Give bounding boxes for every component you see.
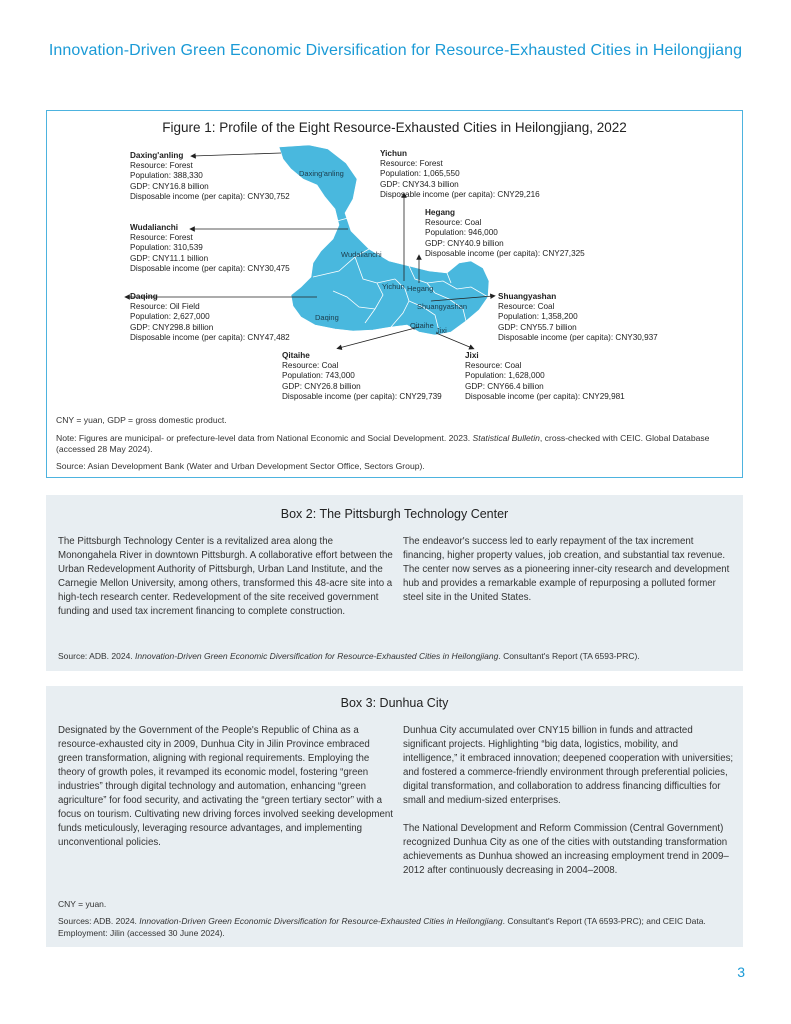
box-2 <box>46 495 743 671</box>
map-label-shuangyashan: Shuangyashan <box>417 302 468 311</box>
box-3-source: Sources: ADB. 2024. Innovation-Driven Green Economic Diversification for Resource-Exhausted Cities in Heilongjiang. Consultant's Report (TA 6593-PRC); and CEIC Data. Employment: Jilin (accessed 30 June 2024). <box>58 916 706 938</box>
city-resource: Resource: Oil Field <box>130 302 200 312</box>
box-2-right-paragraph: The endeavor's success led to early repayment of the tax increment financing, higher property values, job creation, and substantial tax revenue. The center now serves as a pioneering inner-city research and development hub and provides a remarkable example of repurposing a polluted former steel site in the United States. <box>403 536 730 603</box>
city-gdp: GDP: CNY26.8 billion <box>282 381 361 391</box>
figure-source: Source: Asian Development Bank (Water and Urban Development Sector Office, Sectors Group). <box>56 461 425 471</box>
city-name: Yichun <box>380 149 407 158</box>
box-3-left-column <box>58 724 393 850</box>
city-name: Daxing'anling <box>130 151 184 160</box>
figure-abbreviations: CNY = yuan, GDP = gross domestic product. <box>56 415 227 425</box>
city-gdp: GDP: CNY40.9 billion <box>425 238 504 248</box>
city-block-daxinganling <box>130 151 290 202</box>
map-label-wudalianchi: Wudalianchi <box>341 250 382 259</box>
box-2-left-paragraph: The Pittsburgh Technology Center is a revitalized area along the Monongahela River in downtown Pittsburgh. A collaborative effort between the Urban Redevelopment Authority of Pittsburgh, Urban Land Institute, and the Carnegie Mellon University, among others, transformed this 48-acre site into a high-tech research center. Redevelopment of the site received government funding and used tax increment financing to complete construction. <box>58 536 393 617</box>
city-block-jixi <box>465 351 625 402</box>
box-3 <box>46 686 743 947</box>
figure-note: Note: Figures are municipal- or prefecture-level data from National Economic and Social Development. 2023. Statistical Bulletin, cross-checked with CEIC. Global Database (accessed 28 May 2024). <box>56 433 710 454</box>
map-label-yichun: Yichun <box>382 282 405 291</box>
map-label-daxinganling: Daxing'anling <box>299 169 344 178</box>
city-income: Disposable income (per capita): CNY29,739 <box>282 391 442 401</box>
city-block-qitaihe <box>282 351 442 402</box>
leader-jixi <box>436 333 472 348</box>
map-label-hegang: Hegang <box>407 284 434 293</box>
city-gdp: GDP: CNY34.3 billion <box>380 179 459 189</box>
city-income: Disposable income (per capita): CNY30,937 <box>498 332 658 342</box>
city-population: Population: 946,000 <box>425 228 498 238</box>
map-label-jixi: Jixi <box>436 326 447 335</box>
city-block-shuangyashan <box>498 292 658 343</box>
box-3-abbreviations: CNY = yuan. <box>58 899 107 909</box>
city-income: Disposable income (per capita): CNY29,216 <box>380 189 540 199</box>
map-label-daqing: Daqing <box>315 313 339 322</box>
city-resource: Resource: Forest <box>380 159 443 169</box>
box-3-right-paragraph-1: Dunhua City accumulated over CNY15 billion in funds and attracted significant projects. Highlighting “big data, logistics, mobility, and intelligence,” it embraced innovation; deepened cooperation with universities; and fostered a commerce-friendly environment through preferential policies, digital transformation, and collaboration to address financing difficulties for small and medium-sized enterprises. <box>403 725 734 806</box>
page-number: 3 <box>737 964 745 980</box>
box-3-right-column <box>403 724 735 878</box>
page-header-title: Innovation-Driven Green Economic Diversification for Resource-Exhausted Cities in Heilongjiang <box>48 42 743 59</box>
box-3-right-paragraph-2: The National Development and Reform Commission (Central Government) recognized Dunhua City as one of the cities with outstanding transformation achievements as Dunhua showed an increasing employment trend in 2009–2012 after continuously decreasing in 2004–2008. <box>403 823 729 876</box>
city-block-daqing <box>130 292 290 343</box>
city-name: Qitaihe <box>282 351 310 360</box>
city-income: Disposable income (per capita): CNY27,325 <box>425 248 585 258</box>
box-2-left-column <box>58 535 393 619</box>
city-resource: Resource: Forest <box>130 233 193 243</box>
city-resource: Resource: Forest <box>130 161 193 171</box>
city-population: Population: 1,358,200 <box>498 312 578 322</box>
city-block-wudalianchi <box>130 223 290 274</box>
city-resource: Resource: Coal <box>282 361 339 371</box>
city-population: Population: 310,539 <box>130 243 203 253</box>
city-resource: Resource: Coal <box>465 361 522 371</box>
figure-title: Figure 1: Profile of the Eight Resource-Exhausted Cities in Heilongjiang, 2022 <box>162 120 627 135</box>
city-block-hegang <box>425 208 585 259</box>
box-2-source: Source: ADB. 2024. Innovation-Driven Green Economic Diversification for Resource-Exhausted Cities in Heilongjiang. Consultant's Report (TA 6593-PRC). <box>58 651 640 661</box>
city-name: Wudalianchi <box>130 223 179 232</box>
city-population: Population: 388,330 <box>130 171 203 181</box>
box-3-title: Box 3: Dunhua City <box>340 696 449 710</box>
box-2-right-column <box>403 535 733 605</box>
city-resource: Resource: Coal <box>425 218 482 228</box>
city-income: Disposable income (per capita): CNY30,752 <box>130 191 290 201</box>
box-3-left-paragraph: Designated by the Government of the People's Republic of China as a resource-exhausted city in 2009, Dunhua City in Jilin Province embraced green transformation, aligning with regional requirements. Employing the theory of growth poles, it revamped its economic model, fostering “green industries” through digital technology and automation, enhancing “green agriculture” for food security, and activating the “green tertiary sector” with a focus on tourism. Cultivating new driving forces involved seeking development funds meticulously, leveraging resource advantages, and implementing unconventional policies. <box>58 725 393 848</box>
city-name: Shuangyashan <box>498 292 557 301</box>
city-income: Disposable income (per capita): CNY30,475 <box>130 263 290 273</box>
city-gdp: GDP: CNY55.7 billion <box>498 322 577 332</box>
map-label-qitaihe: Qitaihe <box>410 321 434 330</box>
city-income: Disposable income (per capita): CNY47,482 <box>130 332 290 342</box>
city-name: Daqing <box>130 292 158 301</box>
city-name: Jixi <box>465 351 479 360</box>
city-gdp: GDP: CNY298.8 billion <box>130 322 214 332</box>
city-gdp: GDP: CNY66.4 billion <box>465 381 544 391</box>
city-name: Hegang <box>425 208 456 217</box>
city-gdp: GDP: CNY16.8 billion <box>130 181 209 191</box>
box-2-title: Box 2: The Pittsburgh Technology Center <box>280 507 509 521</box>
city-resource: Resource: Coal <box>498 302 555 312</box>
city-population: Population: 743,000 <box>282 371 355 381</box>
city-gdp: GDP: CNY11.1 billion <box>130 253 209 263</box>
city-population: Population: 1,628,000 <box>465 371 545 381</box>
city-income: Disposable income (per capita): CNY29,981 <box>465 391 625 401</box>
figure-1 <box>46 110 743 478</box>
city-population: Population: 2,627,000 <box>130 312 210 322</box>
city-block-yichun <box>380 149 540 200</box>
city-population: Population: 1,065,550 <box>380 169 460 179</box>
